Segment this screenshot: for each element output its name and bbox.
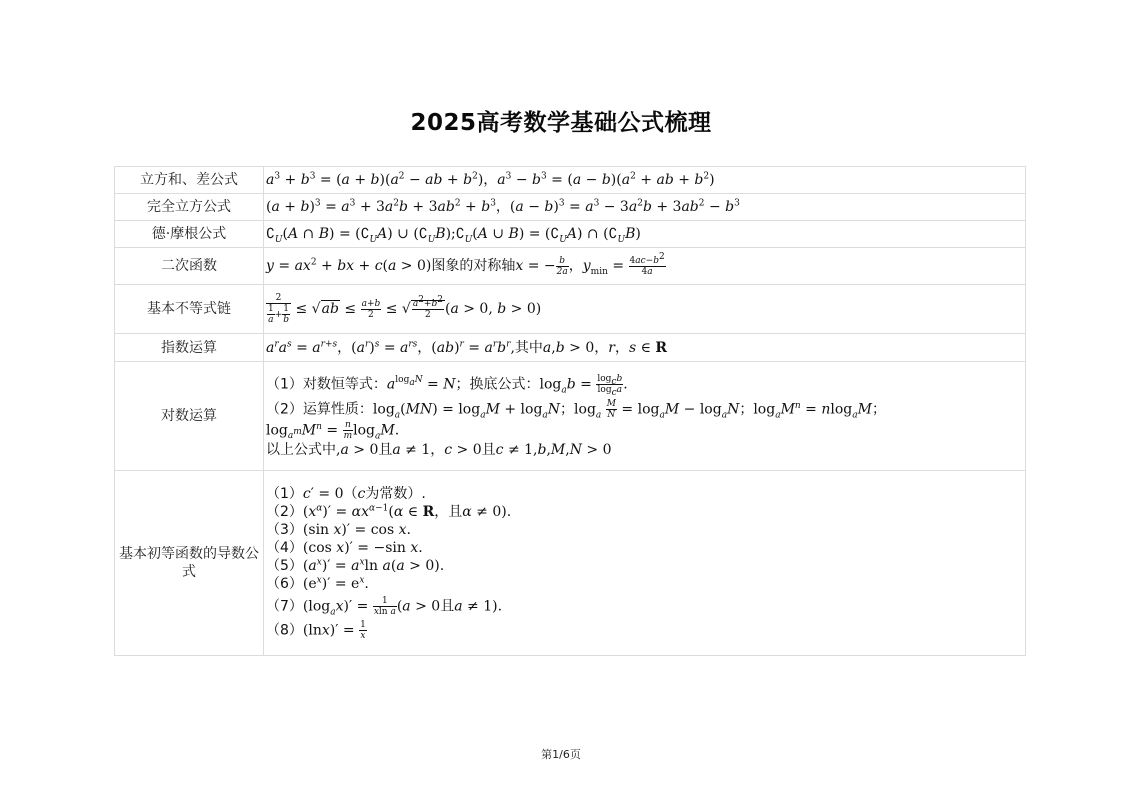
row-content: [264, 194, 1026, 221]
row-content: [264, 167, 1026, 194]
formula-exponent: $a^ra^s = a^{r+s}$，$(a^r)^s = a^{rs}$，$(ab)^r = a^rb^r$,其中a,b > 0，r，s ∈ R: [266, 338, 668, 356]
table-row: [115, 221, 1026, 248]
deriv-line-3: （3）(sin x)′ = cos x.: [266, 522, 411, 538]
row-label: 德·摩根公式: [115, 221, 264, 248]
log-line-2: （2）运算性质：$\log_a(MN) = \log_aM + \log_aN$；$\log_a$ $\frac{M}{N}$ = $\log_aM - \log_aN$；$\log_aM^n = nlog_aM$；: [266, 398, 886, 420]
formula-perfect-cube: $(a + b)^3 = a^3 + 3a^2b + 3ab^2 + b^3$，$(a - b)^3 = a^3 - 3a^2b + 3ab^2 - b^3$: [266, 198, 740, 215]
table-row: [115, 167, 1026, 194]
deriv-line-5: $(5)(a^x)' = a^x\ln$ a(a > 0).: [266, 557, 445, 574]
page-title: 2025高考数学基础公式梳理: [410, 110, 712, 136]
formula-inequality-chain: 2 $\frac{1}{a}$ + $\frac{1}{b}$ ≤ √ab ≤ $\frac{a+b}{2}$ ≤ √ $\frac{a^2+b^2}{2}$ (a > 0, b > 0): [268, 293, 542, 325]
row-content: [264, 248, 1026, 285]
table-row: [115, 248, 1026, 285]
formula-cube-sum-diff: $a^3 + b^3 = (a + b)(a^2$ − ab + $b^2$)，$a^3 - b^3 = (a - b)(a^2$ + ab + $b^2$): [266, 171, 715, 188]
row-label: 基本初等函数的导数公式: [115, 471, 264, 656]
deriv-line-4: （4）(cos x)′ = −sin x.: [266, 540, 423, 556]
table-row: [115, 471, 1026, 656]
row-label: 立方和、差公式: [115, 167, 264, 194]
row-label: 对数运算: [115, 362, 264, 471]
table-row: [115, 285, 1026, 334]
page-number: 第1/6页: [541, 748, 581, 761]
formula-quadratic: $y = ax^2$ + bx + c(a > 0)图象的对称轴x = − $\frac{b}{2a}$ ，$y_{min}$ = $\frac{4ac-b^2}{4a}$: [266, 251, 665, 277]
row-label: 二次函数: [115, 248, 264, 285]
table-row: [115, 362, 1026, 471]
deriv-line-1: （1）c′ = 0（c为常数）.: [266, 486, 426, 502]
log-line-1: （1）对数恒等式：$a^{log_aN} = N$；换底公式：$\log_ab$ = $\frac{\log_cb}{\log_ca}$ .: [266, 373, 628, 398]
table-row: [115, 334, 1026, 362]
row-label: 完全立方公式: [115, 194, 264, 221]
log-line-4: 以上公式中,a > 0且a ≠ 1，c > 0且c ≠ 1,b,M,N > 0: [266, 441, 612, 458]
deriv-line-6: $(6)(e^x)' = e^x$.: [266, 575, 369, 592]
row-label: 指数运算: [115, 334, 264, 362]
deriv-line-8: （8）(lnx)′ = $\frac{1}{x}$: [266, 620, 366, 641]
table-row: [115, 194, 1026, 221]
row-label: 基本不等式链: [115, 285, 264, 334]
row-content: [264, 362, 1026, 471]
deriv-line-7: $(7)(\log_ax)'$ = $\frac{1}{\text{xln a}}$ (a > 0且a ≠ 1).: [266, 596, 503, 618]
row-content: [264, 334, 1026, 362]
deriv-line-2: $(2)(x^\alpha)' = \alpha x^{\alpha-1}(\alpha$ ∈ R，且α ≠ 0).: [266, 503, 512, 520]
row-content: [264, 221, 1026, 248]
row-content: [264, 471, 1026, 656]
formula-table: [114, 166, 1026, 656]
row-content: [264, 285, 1026, 334]
formula-de-morgan: $∁_U(A$ ∩ $B) = (∁_UA)$ ∪ $(∁_UB);∁_U(A$ ∪ $B) = (∁_UA)$ ∩ $(∁_UB)$: [266, 226, 641, 245]
log-line-3: $\log_{a^m}M^n$ = $\frac{n}{m}$ $\log_aM$.: [266, 419, 400, 441]
